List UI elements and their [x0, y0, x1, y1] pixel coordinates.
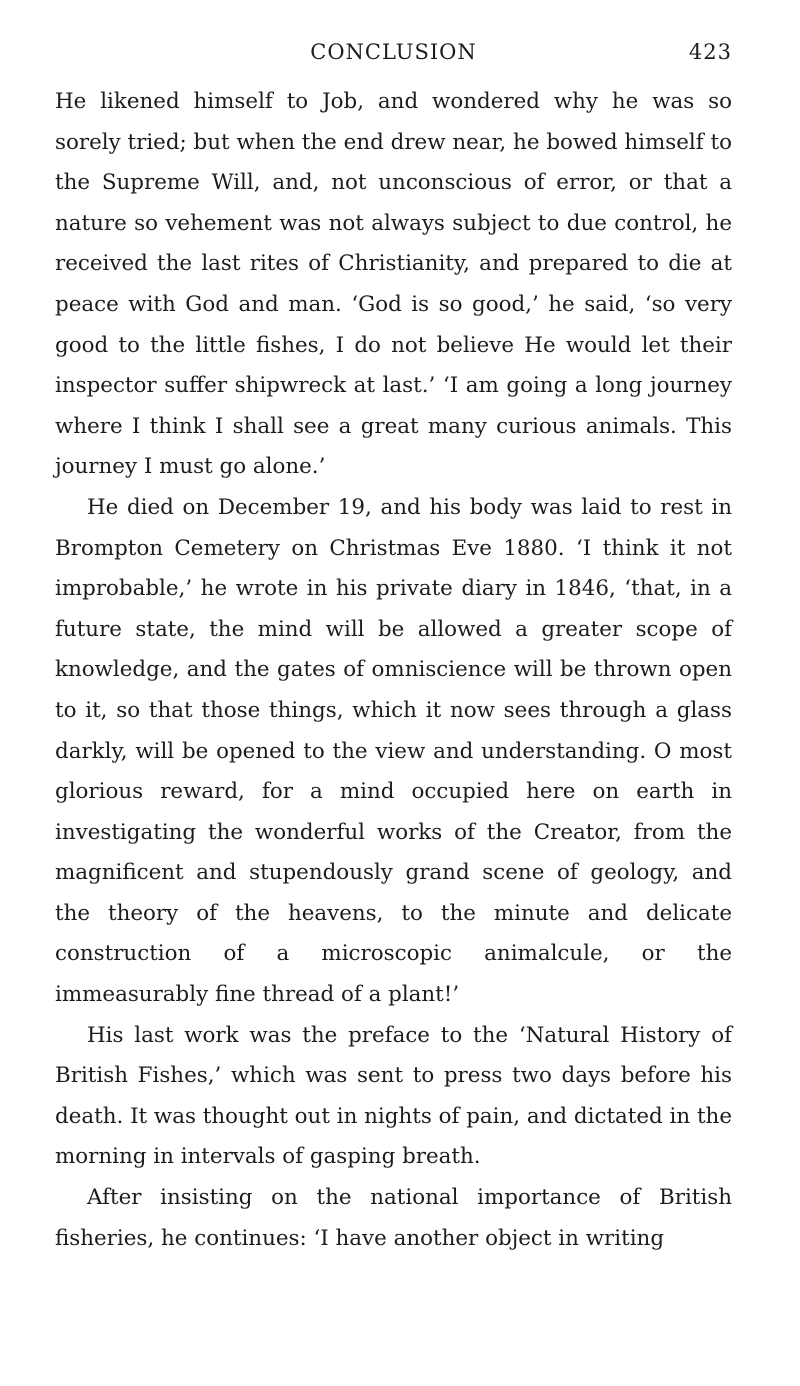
paragraph: He died on December 19, and his body was laid to rest in Brompton Cemetery on Christmas Eve 1880. ‘I think it not improbable,’ he wrote in his private diary in 1846, ‘that, in a future state, the mind will be allowed a greater scope of knowledge, and the gates of omniscience will be thrown open to it, so that those things, which it now sees through a glass darkly, will be opened to the view and understanding. O most glorious reward, for a mind occupied here on earth in investigating the wonderful works of the Creator, from the magnificent and stupendously grand scene of geology, and the theory of the heavens, to the minute and delicate construction of a microscopic animalcule, or the immeasurably fine thread of a plant!’ — [55, 494, 732, 1008]
paragraph: He likened himself to Job, and wondered why he was so sorely tried; but when the end drew near, he bowed himself to the Supreme Will, and, not unconscious of error, or that a nature so vehement was not always subject to due control, he received the last rites of Christianity, and prepared to die at peace with God and man. ‘God is so good,’ he said, ‘so very good to the little fishes, I do not believe He would let their inspector suffer shipwreck at last.’ ‘I am going a long journey where I think I shall see a great many curious animals. This journey I must go alone.’ — [55, 89, 732, 480]
paragraph: His last work was the preface to the ‘Natural History of British Fishes,’ which was sent to press two days before his death. It was thought out in nights of pain, and dictated in the morning in intervals of gasping breath. — [55, 1022, 732, 1170]
body-text — [55, 82, 732, 1259]
page-number: 423 — [688, 40, 732, 64]
paragraph: After insisting on the national importance of British fisheries, he continues: ‘I have another object in writing — [55, 1185, 732, 1251]
running-head — [55, 30, 732, 82]
running-title: CONCLUSION — [310, 40, 477, 64]
